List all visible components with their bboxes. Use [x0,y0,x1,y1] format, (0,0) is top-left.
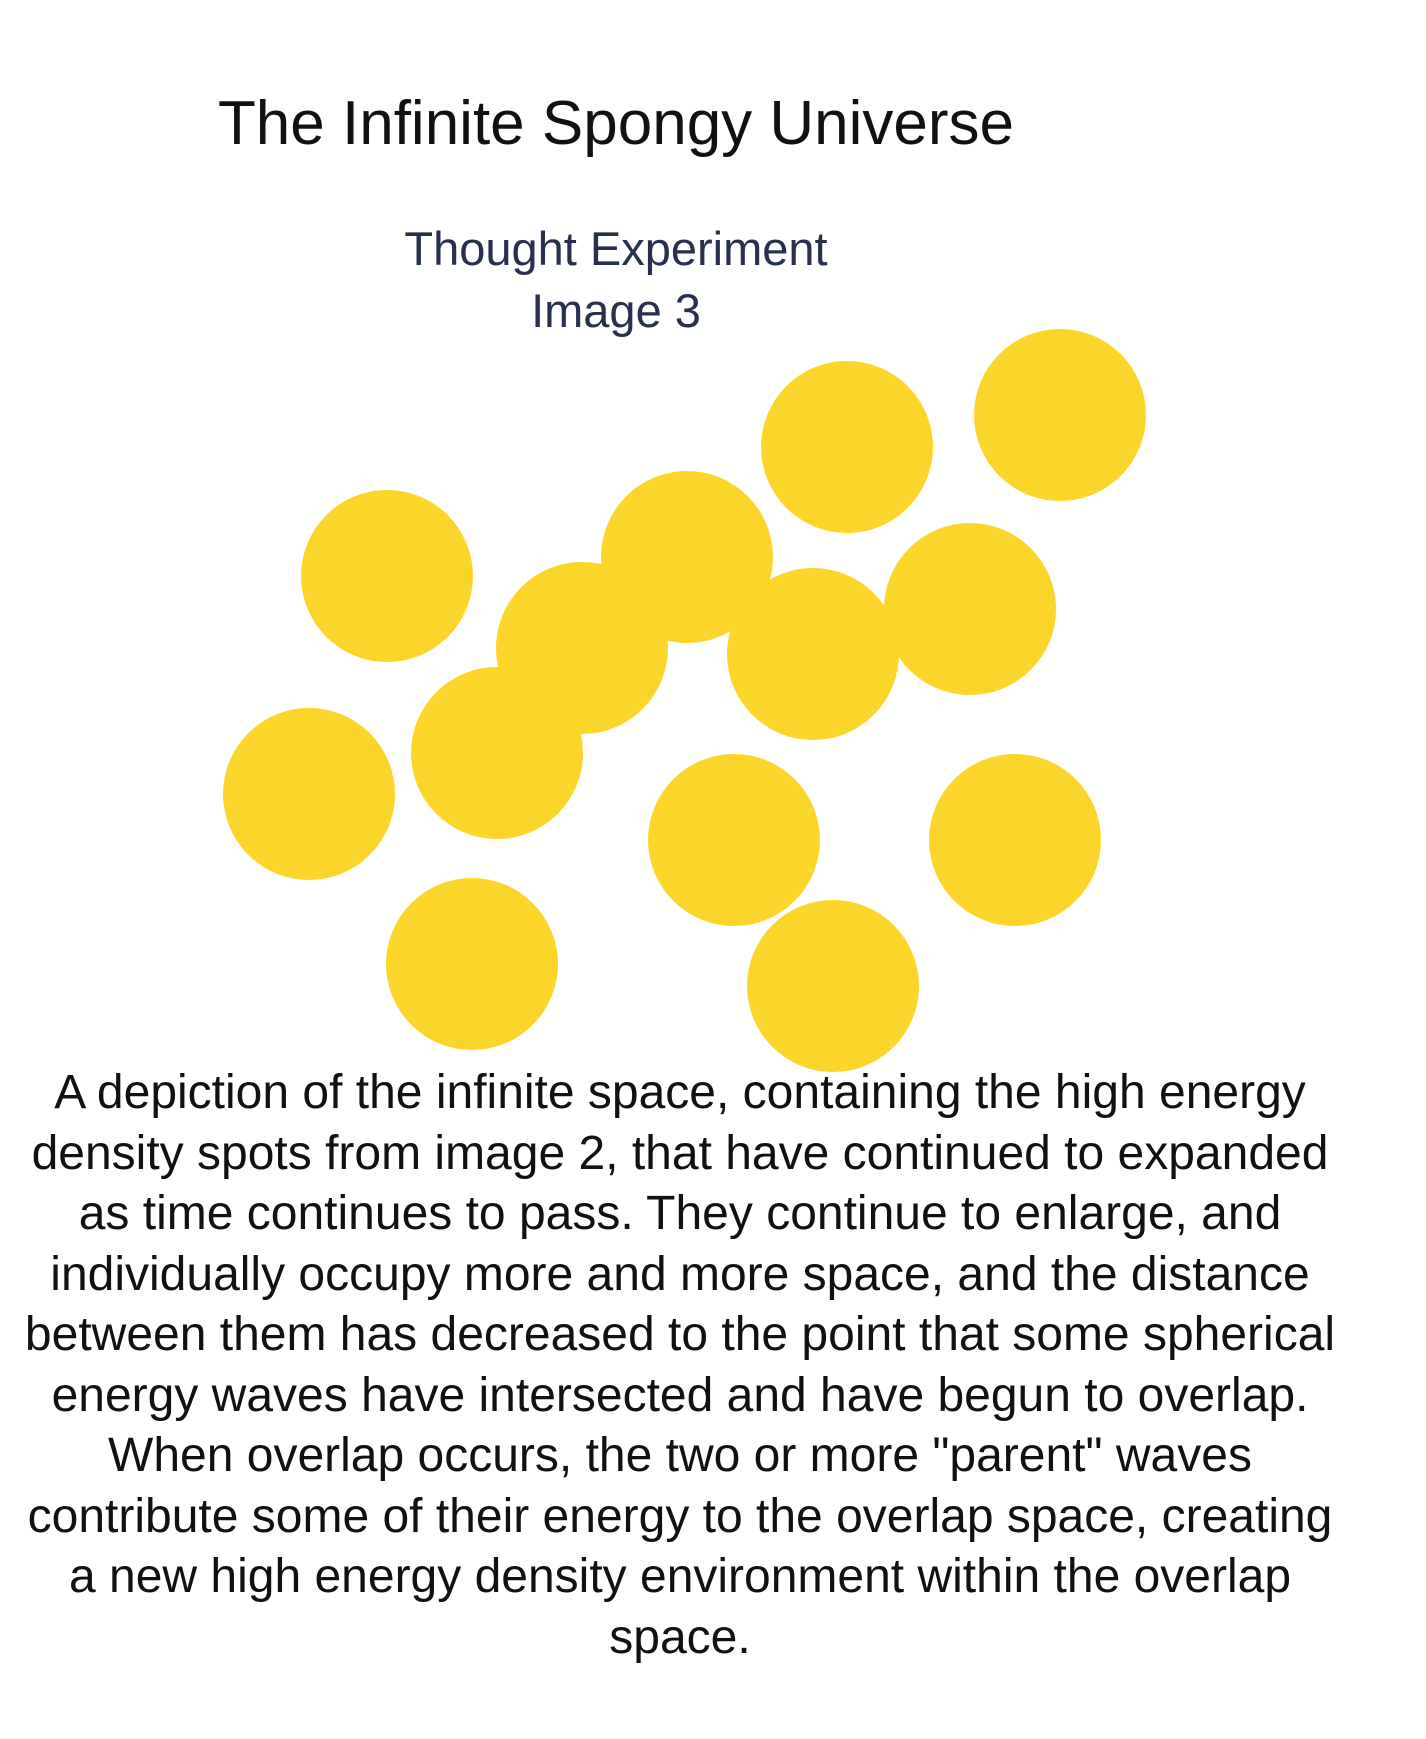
energy-spot [929,754,1101,926]
energy-spot [727,568,899,740]
energy-spot [648,754,820,926]
energy-spot [761,361,933,533]
energy-spot [411,667,583,839]
caption-line-3: as time continues to pass. They continue to enlarge, and [78,1187,1282,1240]
caption-line-7: When overlap occurs, the two or more "parent" waves [108,1429,1252,1482]
caption-line-2: density spots from image 2, that have continued to expanded [31,1126,1329,1180]
caption-line-4: individually occupy more and more space, and the distance [50,1247,1310,1301]
caption-line-1: A depiction of the infinite space, containing the high energy [54,1066,1306,1119]
energy-spots [223,329,1146,1072]
subtitle-line-1: Thought Experiment [404,222,828,275]
energy-spot [386,878,558,1050]
energy-spot [301,490,473,662]
energy-spot [974,329,1146,501]
energy-spot [747,900,919,1072]
caption [0,1063,1360,1668]
caption-line-8: contribute some of their energy to the overlap space, creating [27,1489,1333,1543]
subtitle-line-2: Image 3 [531,284,701,337]
page-title: The Infinite Spongy Universe [217,89,1015,158]
energy-spot [223,708,395,880]
caption-line-9: a new high energy density environment within the overlap [68,1550,1292,1603]
energy-spot [884,523,1056,695]
caption-line-6: energy waves have intersected and have begun to overlap. [51,1368,1309,1422]
caption-line-5: between them has decreased to the point that some spherical [24,1308,1336,1361]
caption-line-10: space. [609,1610,751,1664]
